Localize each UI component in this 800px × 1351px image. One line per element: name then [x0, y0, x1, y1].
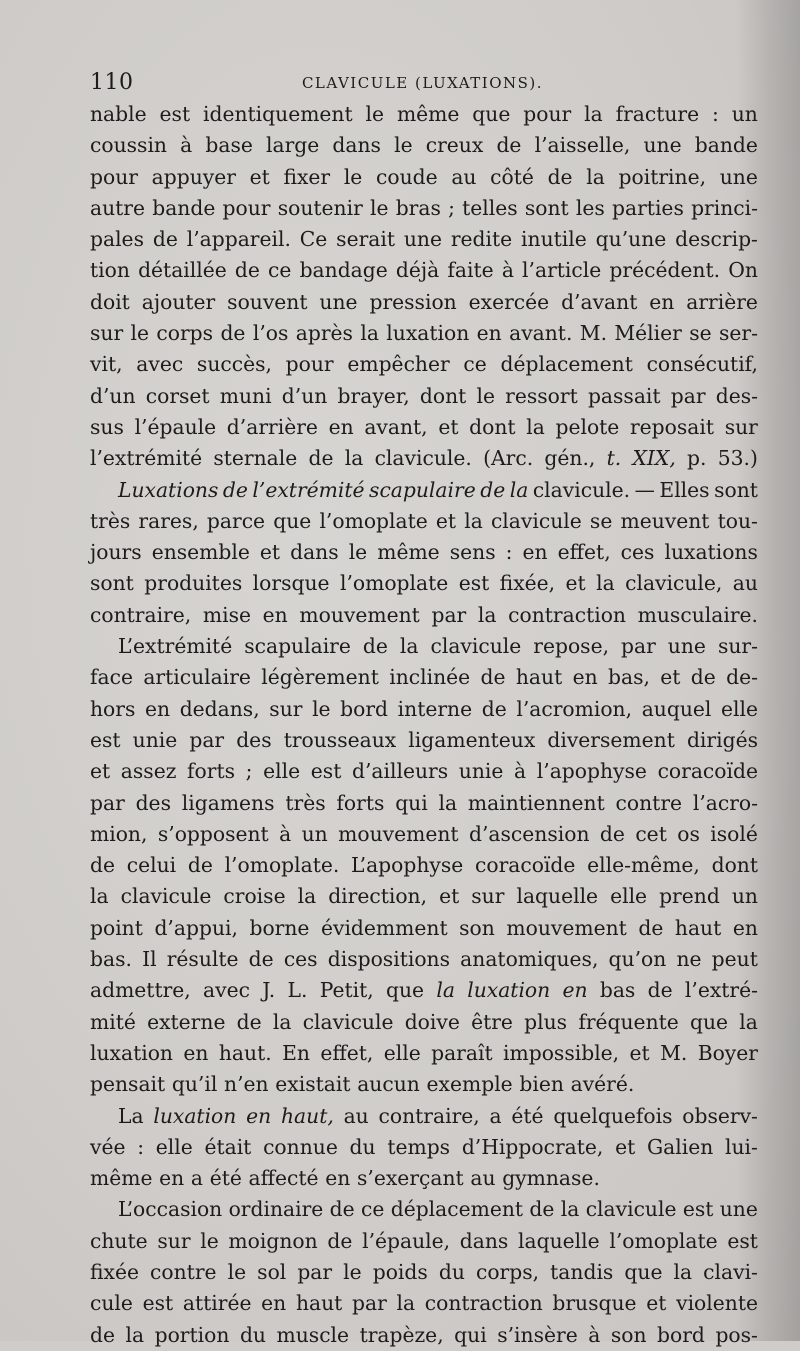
text-line: autre bande pour soutenir le bras ; telles sont les parties princi-	[90, 195, 758, 220]
text-line: de la portion du muscle trapèze, qui s’insère à son bord pos-	[90, 1322, 758, 1347]
text-line: La luxation en haut, au contraire, a été quelquefois observ-	[118, 1103, 758, 1128]
text-line: la clavicule croise la direction, et sur laquelle elle prend un	[90, 884, 758, 909]
text-line: chute sur le moignon de l’épaule, dans laquelle l’omoplate est	[90, 1228, 758, 1253]
text-line: L’occasion ordinaire de ce déplacement de la clavicule est une	[118, 1197, 758, 1222]
text-line: mité externe de la clavicule doive être plus fréquente que la	[90, 1009, 758, 1034]
text-line: fixée contre le sol par le poids du corps, tandis que la clavi-	[90, 1259, 758, 1284]
text-line: est unie par des trousseaux ligamenteux diversement dirigés	[90, 727, 758, 752]
text-line: hors en dedans, sur le bord interne de l’acromion, auquel elle	[90, 696, 758, 721]
text-line: sur le corps de l’os après la luxation en avant. M. Mélier se ser-	[90, 321, 758, 346]
body-text	[90, 99, 758, 1351]
text-line: bas. Il résulte de ces dispositions anatomiques, qu’on ne peut	[90, 947, 758, 972]
text-line: sont produites lorsque l’omoplate est fixée, et la clavicule, au	[90, 571, 758, 596]
text-line: pour appuyer et fixer le coude au côté de la poitrine, une	[90, 164, 758, 189]
page-header	[90, 68, 755, 98]
text-line: luxation en haut. En effet, elle paraît impossible, et M. Boyer	[90, 1040, 758, 1065]
page-number: 110	[90, 70, 134, 95]
text-line: doit ajouter souvent une pression exercée d’avant en arrière	[90, 289, 758, 314]
text-line: même en a été affecté en s’exerçant au gymnase.	[90, 1166, 600, 1191]
text-line: vée : elle était connue du temps d’Hippocrate, et Galien lui-	[90, 1134, 758, 1159]
text-line: L’extrémité scapulaire de la clavicule repose, par une sur-	[118, 634, 758, 659]
text-line: contraire, mise en mouvement par la contraction musculaire.	[90, 602, 758, 627]
text-line: coussin à base large dans le creux de l’aisselle, une bande	[90, 133, 758, 158]
text-line: l’extrémité sternale de la clavicule. (Arc. gén., t. XIX, p. 53.)	[90, 446, 758, 471]
text-line: sus l’épaule d’arrière en avant, et dont la pelote reposait sur	[90, 414, 758, 439]
text-line: par des ligamens très forts qui la maintiennent contre l’acro-	[90, 790, 758, 815]
text-line: vit, avec succès, pour empêcher ce déplacement consécutif,	[90, 352, 758, 377]
text-line: et assez forts ; elle est d’ailleurs unie à l’apophyse coracoïde	[90, 759, 758, 784]
text-line: très rares, parce que l’omoplate et la clavicule se meuvent tou-	[90, 508, 758, 533]
text-line: point d’appui, borne évidemment son mouvement de haut en	[90, 915, 758, 940]
text-line: face articulaire légèrement inclinée de haut en bas, et de de-	[90, 665, 758, 690]
text-line: mion, s’opposent à un mouvement d’ascension de cet os isolé	[90, 821, 758, 846]
text-line: de celui de l’omoplate. L’apophyse coracoïde elle-même, dont	[90, 853, 758, 878]
text-line: pales de l’appareil. Ce serait une redite inutile qu’une descrip-	[90, 227, 758, 252]
text-line: admettre, avec J. L. Petit, que la luxation en bas de l’extré-	[90, 978, 758, 1003]
text-line: Luxations de l’extrémité scapulaire de la clavicule. — Elles sont	[118, 477, 758, 502]
text-line: jours ensemble et dans le même sens : en effet, ces luxations	[90, 540, 758, 565]
text-line: d’un corset muni d’un brayer, dont le ressort passait par des-	[90, 383, 758, 408]
text-line: nable est identiquement le même que pour la fracture : un	[90, 102, 758, 126]
running-head: CLAVICULE (LUXATIONS).	[301, 74, 544, 92]
text-line: tion détaillée de ce bandage déjà faite à l’article précédent. On	[90, 258, 758, 283]
text-line: cule est attirée en haut par la contraction brusque et violente	[90, 1291, 758, 1316]
text-line: pensait qu’il n’en existait aucun exemple bien avéré.	[90, 1072, 635, 1097]
